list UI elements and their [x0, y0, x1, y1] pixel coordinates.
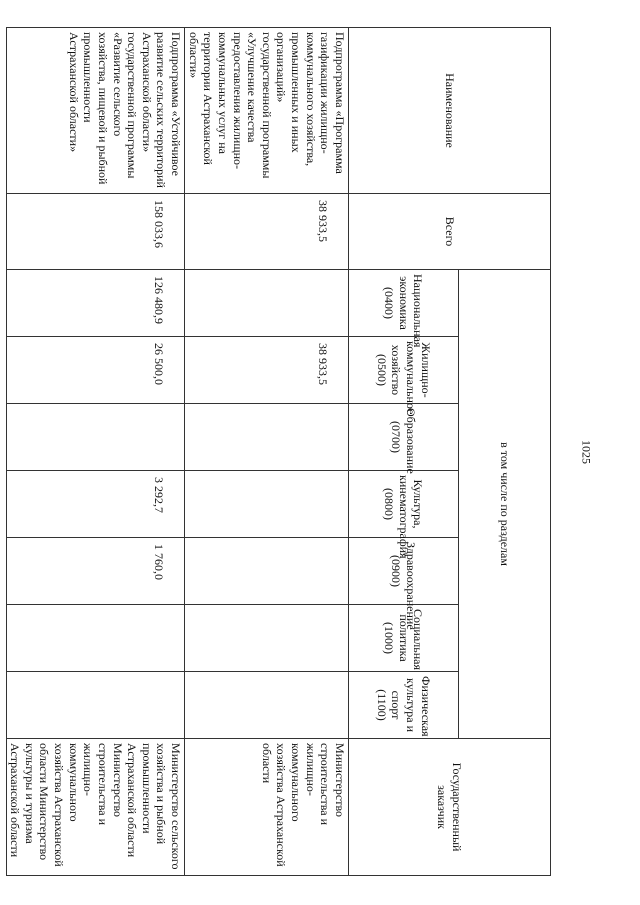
row-customer: Министерство строительства и жилищно-коммунального хозяйства Астраханской области [185, 739, 349, 876]
row-section-value [6, 605, 185, 672]
row-section-value [6, 404, 185, 471]
table-row [185, 28, 349, 876]
row-section-value [185, 672, 349, 739]
row-section-value: 126 480,9 [6, 270, 185, 337]
row-section-value: 1 760,0 [6, 538, 185, 605]
header-section: Культура, кинематография (0800) [349, 471, 459, 538]
row-section-value: 38 933,5 [185, 337, 349, 404]
header-section: Образование (0700) [349, 404, 459, 471]
header-section: Национальная экономика (0400) [349, 270, 459, 337]
header-sections-group: в том числе по разделам [459, 270, 551, 739]
row-name: Подпрограмма «Программа газификации жилищно-коммунального хозяйства, промышленных и иных организаций» государственной программы «Улучшение качества предоставления жилищно-коммунальных услуг на территории Астраханской области» [185, 28, 349, 194]
row-section-value [185, 404, 349, 471]
header-section: Здравоохранение (0900) [349, 538, 459, 605]
header-section: Жилищно-коммунальное хозяйство (0500) [349, 337, 459, 404]
row-section-value [185, 538, 349, 605]
header-row [459, 28, 551, 876]
header-total: Всего [349, 194, 551, 270]
row-section-value [185, 605, 349, 672]
row-name: Подпрограмма «Устойчивое развитие сельских территорий Астраханской области» государственной программы «Развитие сельского хозяйства, пищевой и рыбной промышленности Астраханской области» [6, 28, 185, 194]
row-section-value: 3 292,7 [6, 471, 185, 538]
header-customer: Государственный заказчик [349, 739, 551, 876]
table-row [6, 28, 185, 876]
rotated-table-area [8, 27, 551, 875]
header-name: Наименование [349, 28, 551, 194]
row-section-value: 26 500,0 [6, 337, 185, 404]
header-section: Физическая культура и спорт (1100) [349, 672, 459, 739]
row-customer: Министерство сельского хозяйства и рыбной промышленности Астраханской области Министерство строительства и жилищно-коммунального хозяйства Астраханской области Министерство культуры и туризма Астраханской области [6, 739, 185, 876]
row-section-value [6, 672, 185, 739]
row-total: 38 933,5 [185, 194, 349, 270]
page-number: 1025 [579, 440, 594, 464]
row-section-value [185, 270, 349, 337]
row-section-value [185, 471, 349, 538]
budget-table [6, 27, 551, 876]
row-total: 158 033,6 [6, 194, 185, 270]
header-section: Социальная политика (1000) [349, 605, 459, 672]
